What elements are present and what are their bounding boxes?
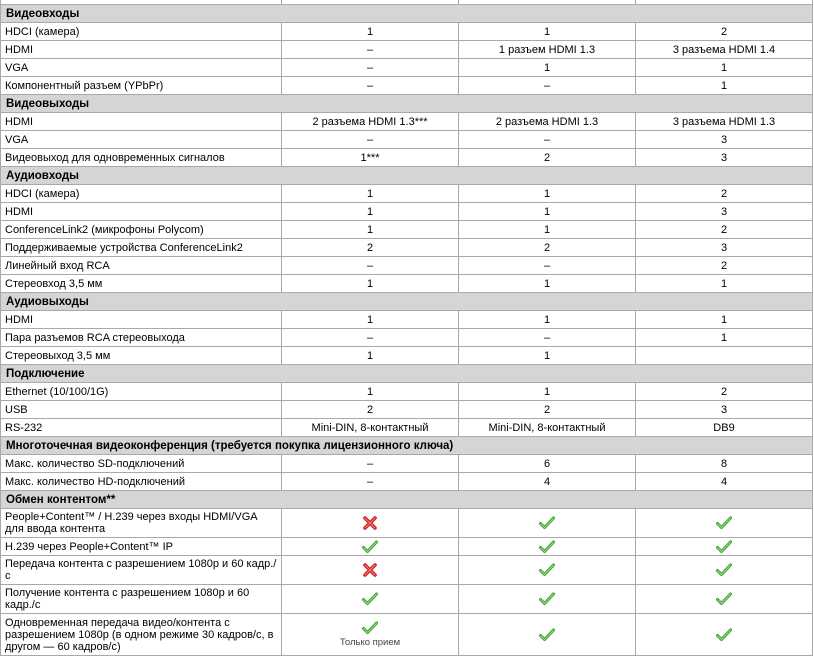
- cell-value-model-2: –: [459, 329, 636, 347]
- cell-value-model-3: 1: [636, 59, 813, 77]
- row-label: Стереовыход 3,5 мм: [1, 347, 282, 365]
- row-label: Получение контента с разрешением 1080p и 60 кадр./с: [1, 585, 282, 614]
- cell-value-model-1: –: [282, 473, 459, 491]
- section-title: Многоточечная видеоконференция (требуется покупка лицензионного ключа): [1, 437, 813, 455]
- table-row: [1, 311, 813, 329]
- cell-value-model-1: 1: [282, 347, 459, 365]
- cell-value-model-3: 1: [636, 275, 813, 293]
- check-icon: [716, 516, 732, 530]
- cell-value-model-1: –: [282, 329, 459, 347]
- section-header: [1, 95, 813, 113]
- row-label: Пара разъемов RCA стереовыхода: [1, 329, 282, 347]
- table-row: [1, 239, 813, 257]
- cell-icon-model-3: [636, 614, 813, 656]
- section-header: [1, 491, 813, 509]
- cell-icon-model-1: [282, 614, 459, 656]
- cell-value-model-1: –: [282, 257, 459, 275]
- table-row: [1, 149, 813, 167]
- cell-icon-model-2: [459, 538, 636, 556]
- check-icon: [539, 628, 555, 642]
- table-row: [1, 614, 813, 656]
- cell-value-model-2: 1: [459, 311, 636, 329]
- cell-value-model-3: 1: [636, 329, 813, 347]
- table-row: [1, 203, 813, 221]
- cell-value-model-3: 3: [636, 401, 813, 419]
- cell-value-model-2: Mini-DIN, 8-контактный: [459, 419, 636, 437]
- table-row: [1, 113, 813, 131]
- table-row: [1, 23, 813, 41]
- row-label: HDCI (камера): [1, 185, 282, 203]
- row-label: Передача контента с разрешением 1080p и 60 кадр./с: [1, 556, 282, 585]
- cell-value-model-3: 2: [636, 23, 813, 41]
- cell-value-model-2: 2 разъема HDMI 1.3: [459, 113, 636, 131]
- cross-icon: [362, 516, 378, 530]
- cell-value-model-3: 3: [636, 131, 813, 149]
- cell-value-model-3: 2: [636, 221, 813, 239]
- section-header: [1, 5, 813, 23]
- cell-value-model-1: –: [282, 59, 459, 77]
- row-label: Макс. количество SD-подключений: [1, 455, 282, 473]
- check-icon: [716, 592, 732, 606]
- table-row: [1, 77, 813, 95]
- cell-value-model-1: –: [282, 131, 459, 149]
- row-label: Линейный вход RCA: [1, 257, 282, 275]
- table-row: [1, 473, 813, 491]
- cell-value-model-2: 1: [459, 221, 636, 239]
- cell-icon-model-2: [459, 509, 636, 538]
- cell-value-model-3: 2: [636, 257, 813, 275]
- cross-icon: [362, 563, 378, 577]
- cell-value-model-2: 1: [459, 59, 636, 77]
- cell-value-model-2: 2: [459, 401, 636, 419]
- section-title: Видеовыходы: [1, 95, 813, 113]
- check-icon: [539, 540, 555, 554]
- cell-icon-model-1: [282, 556, 459, 585]
- cell-value-model-2: 1: [459, 275, 636, 293]
- cell-icon-model-1: [282, 585, 459, 614]
- section-header: [1, 365, 813, 383]
- cell-icon-model-3: [636, 585, 813, 614]
- spec-table-body: [1, 0, 813, 656]
- cell-value-model-1: 1: [282, 221, 459, 239]
- cell-icon-model-1: [282, 538, 459, 556]
- row-label: H.239 через People+Content™ IP: [1, 538, 282, 556]
- cell-value-model-3: 2: [636, 185, 813, 203]
- row-label: VGA: [1, 59, 282, 77]
- cell-value-model-3: 3 разъема HDMI 1.3: [636, 113, 813, 131]
- cell-value-model-2: –: [459, 131, 636, 149]
- row-label: Поддерживаемые устройства ConferenceLink2: [1, 239, 282, 257]
- row-label: Видеовыход для одновременных сигналов: [1, 149, 282, 167]
- table-row: [1, 455, 813, 473]
- cell-value-model-1: –: [282, 455, 459, 473]
- cell-icon-model-3: [636, 538, 813, 556]
- cell-value-model-1: 1: [282, 203, 459, 221]
- check-icon: [362, 621, 378, 635]
- cell-icon-model-1: [282, 509, 459, 538]
- table-row: [1, 509, 813, 538]
- check-icon: [539, 516, 555, 530]
- check-icon: [716, 563, 732, 577]
- cell-value-model-2: 1: [459, 347, 636, 365]
- section-title: Видеовходы: [1, 5, 813, 23]
- table-row: [1, 347, 813, 365]
- table-row: [1, 383, 813, 401]
- row-label: Стереовход 3,5 мм: [1, 275, 282, 293]
- cell-value-model-2: 1: [459, 203, 636, 221]
- section-title: Аудиовходы: [1, 167, 813, 185]
- table-row: [1, 556, 813, 585]
- cell-value-model-2: 1: [459, 383, 636, 401]
- table-row: [1, 275, 813, 293]
- cell-value-model-1: 2: [282, 239, 459, 257]
- cell-value-model-3: 1: [636, 311, 813, 329]
- row-label: HDMI: [1, 113, 282, 131]
- cell-value-model-1: Mini-DIN, 8-контактный: [282, 419, 459, 437]
- cell-value-model-1: 1: [282, 311, 459, 329]
- table-row: [1, 401, 813, 419]
- cell-value-model-3: 3: [636, 239, 813, 257]
- table-row: [1, 585, 813, 614]
- table-row: [1, 59, 813, 77]
- row-label: VGA: [1, 131, 282, 149]
- cell-value-model-2: 2: [459, 149, 636, 167]
- cell-icon-model-2: [459, 556, 636, 585]
- section-header: [1, 293, 813, 311]
- cell-value-model-1: 1: [282, 23, 459, 41]
- table-row: [1, 538, 813, 556]
- table-row: [1, 41, 813, 59]
- cell-value-model-3: 3 разъема HDMI 1.4: [636, 41, 813, 59]
- cell-icon-model-3: [636, 556, 813, 585]
- table-row: [1, 185, 813, 203]
- cell-value-model-1: 1: [282, 185, 459, 203]
- cell-value-model-2: 6: [459, 455, 636, 473]
- row-label: People+Content™ / H.239 через входы HDMI/VGA для ввода контента: [1, 509, 282, 538]
- check-icon: [716, 628, 732, 642]
- table-row: [1, 221, 813, 239]
- row-label: Одновременная передача видео/контента с разрешением 1080p (в одном режиме 30 кадров/с, в другом — 60 кадров/с): [1, 614, 282, 656]
- cell-value-model-2: 2: [459, 239, 636, 257]
- check-icon: [539, 563, 555, 577]
- cell-value-model-1: 1: [282, 383, 459, 401]
- check-icon: [539, 592, 555, 606]
- section-header: [1, 437, 813, 455]
- check-icon: [716, 540, 732, 554]
- row-label: Макс. количество HD-подключений: [1, 473, 282, 491]
- row-label: Компонентный разъем (YPbPr): [1, 77, 282, 95]
- cell-value-model-1: 2 разъема HDMI 1.3***: [282, 113, 459, 131]
- cell-value-model-1: –: [282, 77, 459, 95]
- row-label: HDMI: [1, 203, 282, 221]
- cell-value-model-1: 2: [282, 401, 459, 419]
- section-title: Аудиовыходы: [1, 293, 813, 311]
- cell-value-model-2: 1: [459, 185, 636, 203]
- cell-icon-model-2: [459, 585, 636, 614]
- cell-value-model-2: –: [459, 77, 636, 95]
- section-header: [1, 167, 813, 185]
- cell-value-model-3: 1: [636, 77, 813, 95]
- cell-value-model-1: 1: [282, 275, 459, 293]
- row-label: ConferenceLink2 (микрофоны Polycom): [1, 221, 282, 239]
- cell-value-model-3: 4: [636, 473, 813, 491]
- table-row: [1, 419, 813, 437]
- cell-icon-model-3: [636, 509, 813, 538]
- row-label: HDCI (камера): [1, 23, 282, 41]
- row-label: Ethernet (10/100/1G): [1, 383, 282, 401]
- section-title: Подключение: [1, 365, 813, 383]
- section-title: Обмен контентом**: [1, 491, 813, 509]
- cell-value-model-3: 3: [636, 203, 813, 221]
- cell-value-model-2: 1: [459, 23, 636, 41]
- table-row: [1, 131, 813, 149]
- cell-value-model-3: DB9: [636, 419, 813, 437]
- cell-value-model-3: 3: [636, 149, 813, 167]
- cell-value-model-3: 2: [636, 383, 813, 401]
- cell-value-model-1: 1***: [282, 149, 459, 167]
- cell-value-model-1: –: [282, 41, 459, 59]
- cell-value-model-3: [636, 347, 813, 365]
- table-row: [1, 329, 813, 347]
- check-icon: [362, 592, 378, 606]
- row-label: HDMI: [1, 41, 282, 59]
- cell-value-model-2: 1 разъем HDMI 1.3: [459, 41, 636, 59]
- row-label: RS-232: [1, 419, 282, 437]
- row-label: USB: [1, 401, 282, 419]
- cell-value-model-3: 8: [636, 455, 813, 473]
- cell-note: Только прием: [339, 636, 401, 648]
- check-icon: [362, 540, 378, 554]
- cell-value-model-2: –: [459, 257, 636, 275]
- row-label: HDMI: [1, 311, 282, 329]
- cell-value-model-2: 4: [459, 473, 636, 491]
- table-row: [1, 257, 813, 275]
- cell-icon-model-2: [459, 614, 636, 656]
